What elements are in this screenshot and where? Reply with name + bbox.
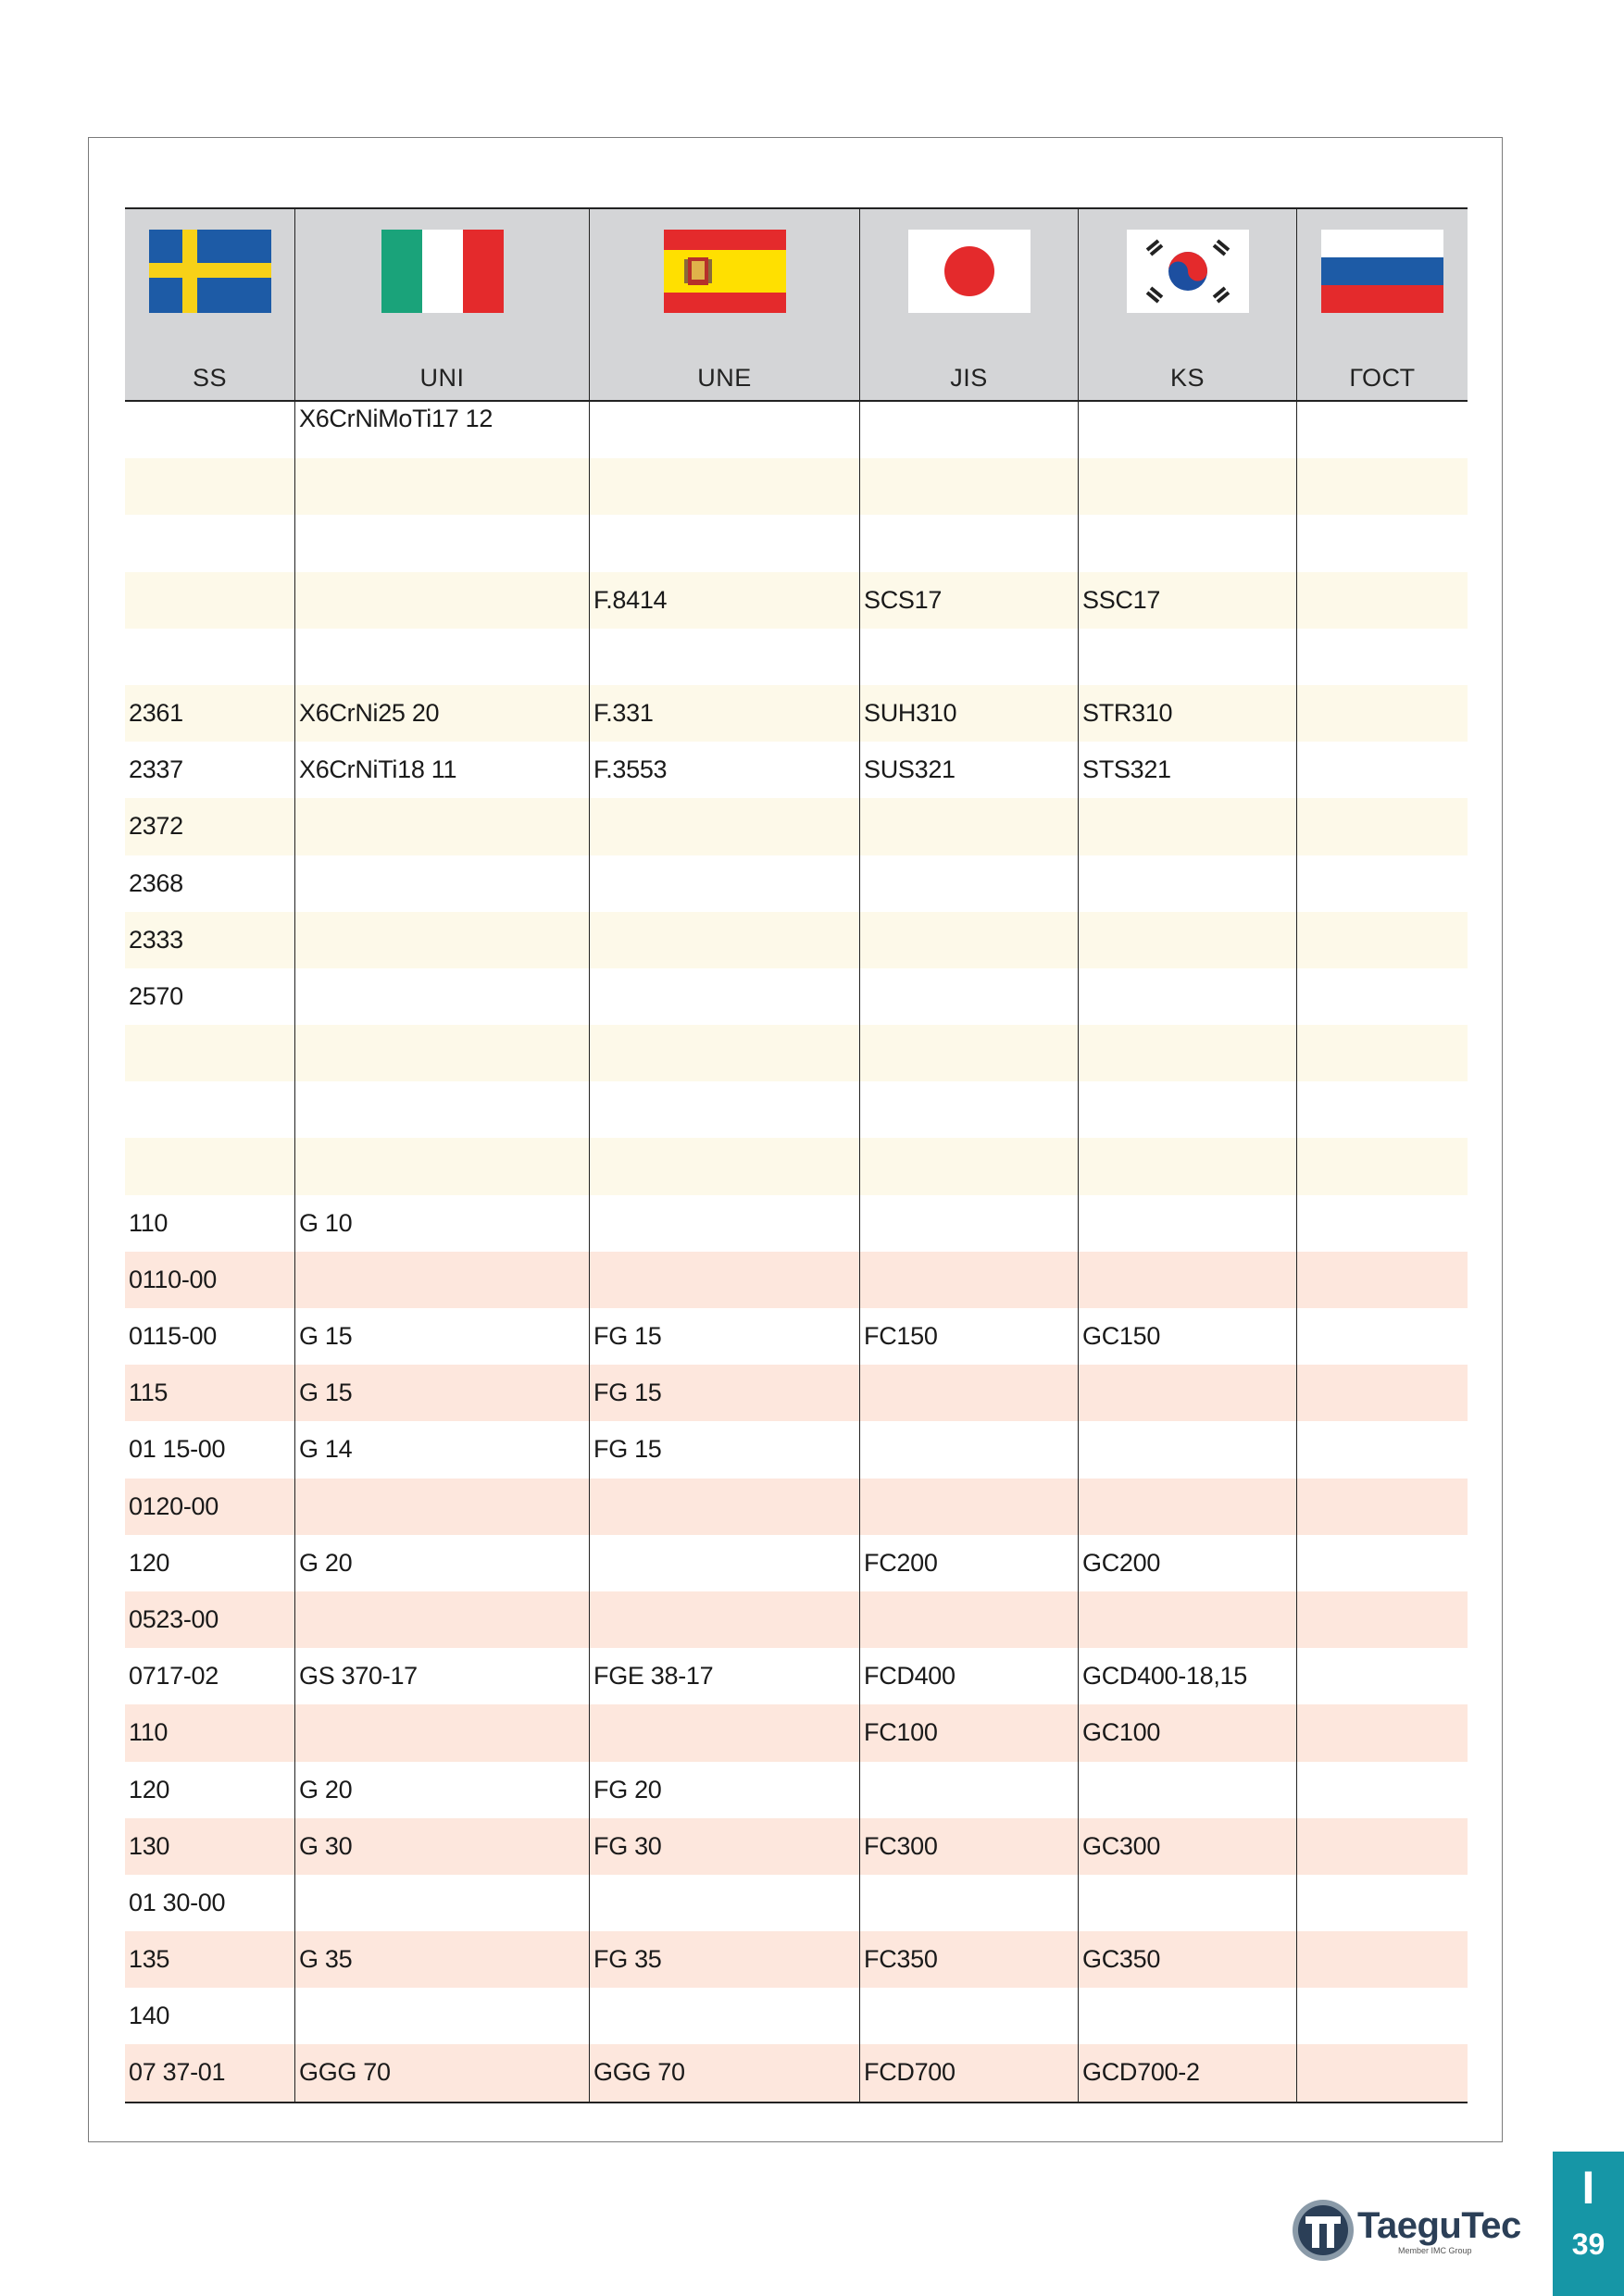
table-row bbox=[125, 515, 1468, 571]
table-row bbox=[125, 1081, 1468, 1138]
table-cell bbox=[295, 1875, 590, 1931]
table-cell: 115 bbox=[125, 1365, 295, 1421]
table-cell: GCD700-2 bbox=[1079, 2044, 1297, 2101]
table-cell: G 15 bbox=[295, 1308, 590, 1365]
table-cell bbox=[860, 629, 1079, 685]
table-cell bbox=[1297, 1591, 1468, 1648]
table-cell bbox=[1079, 1138, 1297, 1194]
header-une bbox=[590, 209, 860, 400]
table-row bbox=[125, 1252, 1468, 1308]
table-cell: G 14 bbox=[295, 1421, 590, 1478]
table-cell: STR310 bbox=[1079, 685, 1297, 742]
table-cell bbox=[860, 912, 1079, 968]
table-cell bbox=[125, 1025, 295, 1081]
table-cell: FG 35 bbox=[590, 1931, 860, 1988]
table-cell bbox=[1297, 742, 1468, 798]
header-label: UNE bbox=[697, 364, 752, 392]
table-cell: FC300 bbox=[860, 1818, 1079, 1875]
table-cell: 135 bbox=[125, 1931, 295, 1988]
table-cell bbox=[590, 1704, 860, 1761]
table-cell: 2361 bbox=[125, 685, 295, 742]
table-cell bbox=[860, 1875, 1079, 1931]
table-cell: GC100 bbox=[1079, 1704, 1297, 1761]
table-cell: FG 20 bbox=[590, 1762, 860, 1818]
table-row bbox=[125, 1025, 1468, 1081]
table-cell bbox=[1297, 402, 1468, 458]
table-cell bbox=[1297, 572, 1468, 629]
table-cell bbox=[1297, 1025, 1468, 1081]
table-cell bbox=[590, 1081, 860, 1138]
table-cell: 120 bbox=[125, 1762, 295, 1818]
table-cell: 140 bbox=[125, 1988, 295, 2044]
table-cell: G 15 bbox=[295, 1365, 590, 1421]
table-cell bbox=[295, 1252, 590, 1308]
table-cell: X6CrNi25 20 bbox=[295, 685, 590, 742]
table-cell bbox=[1297, 798, 1468, 855]
logo-brand: TaeguTec bbox=[1357, 2205, 1521, 2246]
table-cell: SUH310 bbox=[860, 685, 1079, 742]
table-row bbox=[125, 1704, 1468, 1761]
table-body bbox=[125, 402, 1468, 2103]
table-cell bbox=[1297, 1704, 1468, 1761]
russia-flag-icon bbox=[1321, 230, 1443, 313]
table-cell: FG 15 bbox=[590, 1365, 860, 1421]
table-cell: FG 15 bbox=[590, 1308, 860, 1365]
table-cell: GC150 bbox=[1079, 1308, 1297, 1365]
header-label: UNI bbox=[419, 364, 465, 392]
table-cell bbox=[590, 458, 860, 515]
table-cell bbox=[1297, 912, 1468, 968]
table-cell bbox=[1079, 1081, 1297, 1138]
page-number: 39 bbox=[1571, 2227, 1605, 2261]
korea-flag-icon bbox=[1127, 230, 1249, 313]
table-cell: 2333 bbox=[125, 912, 295, 968]
table-cell bbox=[1079, 1365, 1297, 1421]
table-cell bbox=[295, 798, 590, 855]
table-cell: 110 bbox=[125, 1704, 295, 1761]
table-cell bbox=[1297, 855, 1468, 912]
table-cell bbox=[1079, 1875, 1297, 1931]
table-cell bbox=[590, 1025, 860, 1081]
header-ks bbox=[1079, 209, 1297, 400]
table-cell bbox=[860, 515, 1079, 571]
table-cell: 2337 bbox=[125, 742, 295, 798]
table-cell bbox=[1297, 1195, 1468, 1252]
table-row bbox=[125, 1931, 1468, 1988]
table-row bbox=[125, 968, 1468, 1025]
table-cell bbox=[1079, 855, 1297, 912]
table-cell bbox=[860, 402, 1079, 458]
table-cell: F.3553 bbox=[590, 742, 860, 798]
table-cell: FCD700 bbox=[860, 2044, 1079, 2101]
table-cell: 07 37-01 bbox=[125, 2044, 295, 2101]
table-cell bbox=[1297, 515, 1468, 571]
section-tab bbox=[1553, 2152, 1624, 2296]
table-cell: GGG 70 bbox=[590, 2044, 860, 2101]
table-cell bbox=[295, 1138, 590, 1194]
table-cell bbox=[590, 1195, 860, 1252]
table-cell bbox=[590, 515, 860, 571]
table-cell bbox=[1079, 629, 1297, 685]
taegutec-logo bbox=[1289, 2192, 1530, 2266]
table-row bbox=[125, 855, 1468, 912]
table-cell bbox=[860, 968, 1079, 1025]
table-cell bbox=[590, 855, 860, 912]
table-cell bbox=[1079, 1421, 1297, 1478]
table-cell bbox=[1297, 629, 1468, 685]
table-cell bbox=[295, 912, 590, 968]
table-cell bbox=[1297, 1138, 1468, 1194]
table-cell: X6CrNiTi18 11 bbox=[295, 742, 590, 798]
table-cell bbox=[860, 1479, 1079, 1535]
table-row bbox=[125, 1535, 1468, 1591]
table-cell bbox=[295, 1591, 590, 1648]
table-row bbox=[125, 742, 1468, 798]
table-cell bbox=[295, 1704, 590, 1761]
table-row bbox=[125, 798, 1468, 855]
table-cell bbox=[590, 1875, 860, 1931]
table-cell bbox=[1079, 458, 1297, 515]
header-uni bbox=[295, 209, 590, 400]
table-cell: FC150 bbox=[860, 1308, 1079, 1365]
header-gost bbox=[1297, 209, 1468, 400]
header-label: KS bbox=[1169, 364, 1206, 392]
table-cell bbox=[1297, 1535, 1468, 1591]
table-header bbox=[125, 207, 1468, 402]
table-cell bbox=[295, 1479, 590, 1535]
table-cell: FC200 bbox=[860, 1535, 1079, 1591]
table-cell bbox=[1297, 1081, 1468, 1138]
table-cell bbox=[1297, 1421, 1468, 1478]
table-cell bbox=[1297, 968, 1468, 1025]
spain-flag-icon bbox=[664, 230, 786, 313]
table-cell bbox=[590, 1138, 860, 1194]
table-cell bbox=[860, 1081, 1079, 1138]
table-cell bbox=[1079, 1479, 1297, 1535]
table-cell bbox=[125, 515, 295, 571]
table-cell bbox=[1297, 1308, 1468, 1365]
table-cell: G 35 bbox=[295, 1931, 590, 1988]
table-cell: 01 30-00 bbox=[125, 1875, 295, 1931]
table-cell: 0115-00 bbox=[125, 1308, 295, 1365]
table-cell: FCD400 bbox=[860, 1648, 1079, 1704]
table-row bbox=[125, 402, 1468, 458]
table-cell bbox=[125, 572, 295, 629]
table-cell bbox=[1297, 1365, 1468, 1421]
table-cell bbox=[1079, 1195, 1297, 1252]
table-cell bbox=[295, 629, 590, 685]
table-row bbox=[125, 1591, 1468, 1648]
table-row bbox=[125, 1988, 1468, 2044]
table-cell: G 20 bbox=[295, 1535, 590, 1591]
table-cell bbox=[1297, 1875, 1468, 1931]
table-cell bbox=[295, 1025, 590, 1081]
table-cell bbox=[295, 458, 590, 515]
table-cell bbox=[590, 1591, 860, 1648]
table-cell: 2570 bbox=[125, 968, 295, 1025]
table-cell: G 20 bbox=[295, 1762, 590, 1818]
table-cell: FG 30 bbox=[590, 1818, 860, 1875]
table-cell bbox=[1079, 912, 1297, 968]
table-cell bbox=[1079, 1025, 1297, 1081]
table-row bbox=[125, 1138, 1468, 1194]
table-cell bbox=[295, 515, 590, 571]
material-comparison-table bbox=[125, 207, 1468, 2103]
table-cell: FC350 bbox=[860, 1931, 1079, 1988]
table-row bbox=[125, 1818, 1468, 1875]
table-cell bbox=[1079, 515, 1297, 571]
table-cell: SUS321 bbox=[860, 742, 1079, 798]
table-cell bbox=[1079, 1252, 1297, 1308]
sweden-flag-icon bbox=[149, 230, 271, 313]
table-cell bbox=[590, 1535, 860, 1591]
table-cell bbox=[1297, 2044, 1468, 2101]
table-cell bbox=[295, 1081, 590, 1138]
table-cell: GC300 bbox=[1079, 1818, 1297, 1875]
header-label: SS bbox=[192, 364, 228, 392]
table-cell bbox=[125, 629, 295, 685]
table-cell bbox=[125, 1081, 295, 1138]
table-cell bbox=[860, 1138, 1079, 1194]
table-row bbox=[125, 1421, 1468, 1478]
table-cell bbox=[1079, 798, 1297, 855]
table-cell bbox=[860, 1988, 1079, 2044]
table-cell: GS 370-17 bbox=[295, 1648, 590, 1704]
table-cell bbox=[860, 855, 1079, 912]
table-cell: G 30 bbox=[295, 1818, 590, 1875]
table-cell: 0110-00 bbox=[125, 1252, 295, 1308]
table-row bbox=[125, 1762, 1468, 1818]
table-cell bbox=[590, 629, 860, 685]
table-cell bbox=[860, 798, 1079, 855]
taegutec-logo-icon bbox=[1289, 2196, 1357, 2265]
table-row bbox=[125, 912, 1468, 968]
table-cell bbox=[1079, 1762, 1297, 1818]
table-cell bbox=[860, 1421, 1079, 1478]
table-cell bbox=[1297, 685, 1468, 742]
table-row bbox=[125, 685, 1468, 742]
table-cell bbox=[590, 912, 860, 968]
table-cell bbox=[860, 1591, 1079, 1648]
table-row bbox=[125, 1308, 1468, 1365]
table-cell: 120 bbox=[125, 1535, 295, 1591]
table-row bbox=[125, 1195, 1468, 1252]
table-cell bbox=[590, 1252, 860, 1308]
table-row bbox=[125, 629, 1468, 685]
table-cell bbox=[860, 1252, 1079, 1308]
table-cell: 130 bbox=[125, 1818, 295, 1875]
logo-tagline: Member IMC Group bbox=[1398, 2246, 1472, 2255]
table-cell bbox=[860, 1762, 1079, 1818]
table-cell bbox=[1297, 458, 1468, 515]
table-cell bbox=[295, 968, 590, 1025]
table-cell bbox=[1079, 968, 1297, 1025]
table-cell: FG 15 bbox=[590, 1421, 860, 1478]
table-cell bbox=[590, 1479, 860, 1535]
table-cell bbox=[860, 458, 1079, 515]
section-label: I bbox=[1581, 2162, 1595, 2214]
table-cell: SSC17 bbox=[1079, 572, 1297, 629]
table-cell: X6CrNiMoTi17 12 bbox=[295, 402, 590, 458]
table-cell bbox=[1079, 1988, 1297, 2044]
table-cell bbox=[1297, 1818, 1468, 1875]
table-cell bbox=[295, 855, 590, 912]
table-row bbox=[125, 1875, 1468, 1931]
table-cell: SCS17 bbox=[860, 572, 1079, 629]
table-cell bbox=[1297, 1252, 1468, 1308]
table-cell bbox=[125, 402, 295, 458]
table-cell: STS321 bbox=[1079, 742, 1297, 798]
table-cell bbox=[1079, 1591, 1297, 1648]
table-cell: 110 bbox=[125, 1195, 295, 1252]
header-label: ГОСТ bbox=[1349, 364, 1416, 392]
table-cell bbox=[1297, 1648, 1468, 1704]
table-cell: FGE 38-17 bbox=[590, 1648, 860, 1704]
table-cell: F.331 bbox=[590, 685, 860, 742]
header-jis bbox=[860, 209, 1079, 400]
table-cell: GC350 bbox=[1079, 1931, 1297, 1988]
japan-flag-icon bbox=[908, 230, 1031, 313]
table-row bbox=[125, 1479, 1468, 1535]
header-label: JIS bbox=[950, 364, 988, 392]
table-cell bbox=[295, 1988, 590, 2044]
table-cell: 0717-02 bbox=[125, 1648, 295, 1704]
table-cell: GC200 bbox=[1079, 1535, 1297, 1591]
table-cell bbox=[1079, 402, 1297, 458]
table-cell bbox=[1297, 1931, 1468, 1988]
table-cell: GCD400-18,15 bbox=[1079, 1648, 1297, 1704]
header-ss bbox=[125, 209, 295, 400]
table-cell bbox=[1297, 1988, 1468, 2044]
table-cell bbox=[1297, 1479, 1468, 1535]
table-row bbox=[125, 2044, 1468, 2101]
table-cell bbox=[590, 968, 860, 1025]
table-cell bbox=[590, 798, 860, 855]
table-cell: F.8414 bbox=[590, 572, 860, 629]
table-cell bbox=[860, 1365, 1079, 1421]
table-cell bbox=[1297, 1762, 1468, 1818]
table-row bbox=[125, 1648, 1468, 1704]
table-row bbox=[125, 458, 1468, 515]
table-cell: FC100 bbox=[860, 1704, 1079, 1761]
table-cell bbox=[295, 572, 590, 629]
table-cell: 2372 bbox=[125, 798, 295, 855]
table-cell bbox=[860, 1195, 1079, 1252]
table-row bbox=[125, 1365, 1468, 1421]
table-cell: 0120-00 bbox=[125, 1479, 295, 1535]
table-cell bbox=[590, 402, 860, 458]
table-cell bbox=[125, 458, 295, 515]
table-cell: 01 15-00 bbox=[125, 1421, 295, 1478]
table-cell: 0523-00 bbox=[125, 1591, 295, 1648]
table-cell bbox=[125, 1138, 295, 1194]
italy-flag-icon bbox=[381, 230, 504, 313]
table-cell: GGG 70 bbox=[295, 2044, 590, 2101]
table-cell bbox=[590, 1988, 860, 2044]
table-row bbox=[125, 572, 1468, 629]
table-cell: G 10 bbox=[295, 1195, 590, 1252]
table-cell bbox=[860, 1025, 1079, 1081]
table-cell: 2368 bbox=[125, 855, 295, 912]
